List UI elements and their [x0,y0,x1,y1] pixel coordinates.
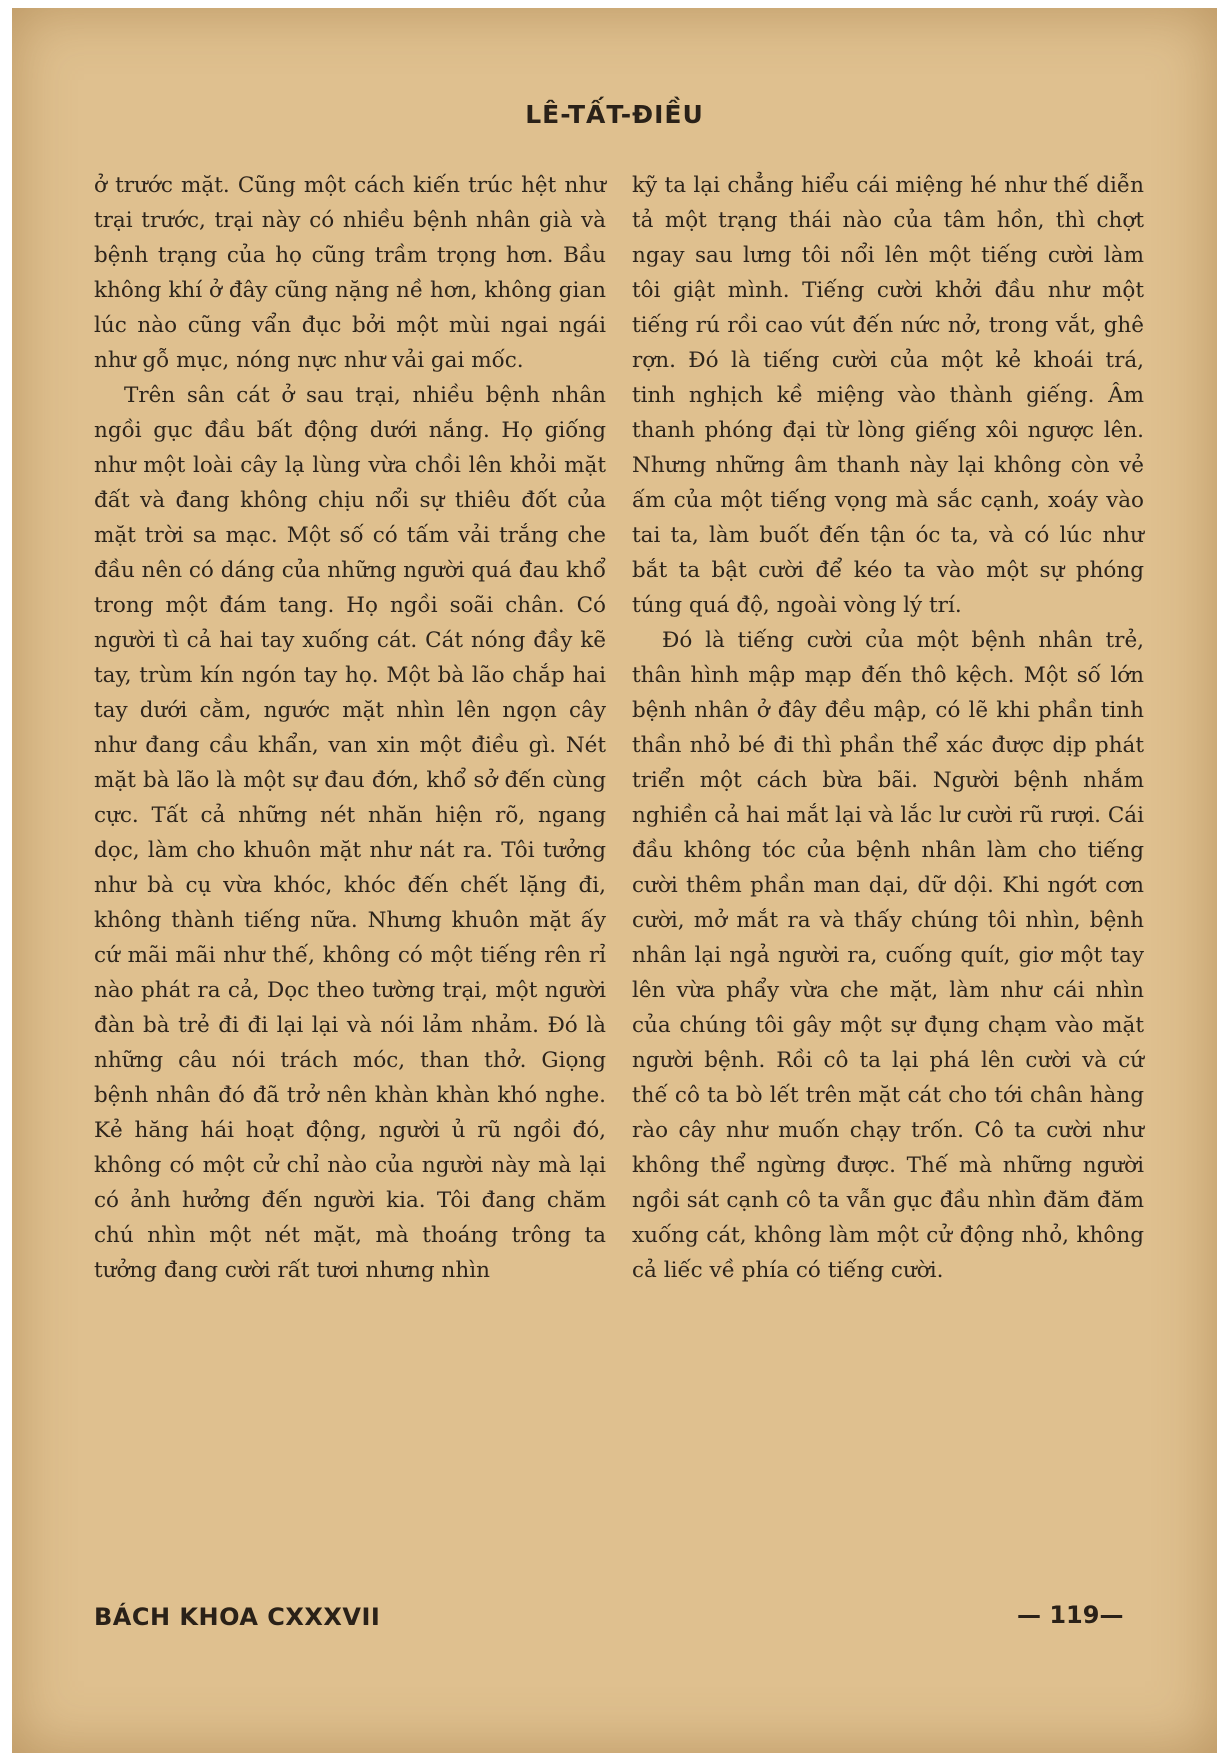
paragraph-left-2: Trên sân cát ở sau trại, nhiều bệnh nhân ngồi gục đầu bất động dưới nắng. Họ giống như một loài cây lạ lùng vừa chồi lên khỏi mặt đất và đang không chịu nổi sự thiêu đốt của mặt trời sa mạc. Một số có tấm vải trắng che đầu nên có dáng của những người quá đau khổ trong một đám tang. Họ ngồi soãi chân. Có người tì cả hai tay xuống cát. Cát nóng đầy kẽ tay, trùm kín ngón tay họ. Một bà lão chắp hai tay dưới cằm, ngước mặt nhìn lên ngọn cây như đang cầu khẩn, van xin một điều gì. Nét mặt bà lão là một sự đau đớn, khổ sở đến cùng cực. Tất cả những nét nhăn hiện rõ, ngang dọc, làm cho khuôn mặt như nát ra. Tôi tưởng như bà cụ vừa khóc, khóc đến chết lặng đi, không thành tiếng nữa. Nhưng khuôn mặt ấy cứ mãi mãi như thế, không có một tiếng rên rỉ nào phát ra cả, Dọc theo tường trại, một người đàn bà trẻ đi đi lại lại và nói lảm nhảm. Đó là những câu nói trách móc, than thở. Giọng bệnh nhân đó đã trở nên khàn khàn khó nghe. Kẻ hăng hái hoạt động, người ủ rũ ngồi đó, không có một cử chỉ nào của người này mà lại có ảnh hưởng đến người kia. Tôi đang chăm chú nhìn một nét mặt, mà thoáng trông ta tưởng đang cười rất tươi nhưng nhìn [94,383,606,1283]
footer-publication: BÁCH KHOA CXXXVII [94,1603,381,1631]
paragraph-left-1: ở trước mặt. Cũng một cách kiến trúc hệt như trại trước, trại này có nhiều bệnh nhân già và bệnh trạng của họ cũng trầm trọng hơn. Bầu không khí ở đây cũng nặng nề hơn, không gian lúc nào cũng vẩn đục bởi một mùi ngai ngái như gỗ mục, nóng nực như vải gai mốc. [94,173,606,373]
paragraph-right-2: Đó là tiếng cười của một bệnh nhân trẻ, thân hình mập mạp đến thô kệch. Một số lớn bệnh nhân ở đây đều mập, có lẽ khi phần tinh thần nhỏ bé đi thì phần thể xác được dịp phát triển một cách bừa bãi. Người bệnh nhắm nghiền cả hai mắt lại và lắc lư cười rũ rượi. Cái đầu không tóc của bệnh nhân làm cho tiếng cười thêm phần man dại, dữ dội. Khi ngớt cơn cười, mở mắt ra và thấy chúng tôi nhìn, bệnh nhân lại ngả người ra, cuống quít, giơ một tay lên vừa phẩy vừa che mặt, làm như cái nhìn của chúng tôi gây một sự đụng chạm vào mặt người bệnh. Rồi cô ta lại phá lên cười và cứ thế cô ta bò lết trên mặt cát cho tới chân hàng rào cây như muốn chạy trốn. Cô ta cười như không thể ngừng được. Thế mà những người ngồi sát cạnh cô ta vẫn gục đầu nhìn đăm đăm xuống cát, không làm một cử động nhỏ, không cả liếc về phía có tiếng cười. [632,628,1144,1283]
page-header-author: LÊ-TẤT-ĐIỀU [525,100,704,129]
footer-page-number: — 119— [1017,1601,1124,1629]
paragraph-right-1: kỹ ta lại chẳng hiểu cái miệng hé như thế diễn tả một trạng thái nào của tâm hồn, thì chợt ngay sau lưng tôi nổi lên một tiếng cười làm tôi giật mình. Tiếng cười khởi đầu như một tiếng rú rồi cao vút đến nức nở, trong vắt, ghê rợn. Đó là tiếng cười của một kẻ khoái trá, tinh nghịch kề miệng vào thành giếng. Âm thanh phóng đại từ lòng giếng xôi ngược lên. Nhưng những âm thanh này lại không còn vẻ ấm của một tiếng vọng mà sắc cạnh, xoáy vào tai ta, làm buốt đến tận óc ta, và có lúc như bắt ta bật cười để kéo ta vào một sự phóng túng quá độ, ngoài vòng lý trí. [632,173,1144,618]
page-sheet [12,8,1217,1753]
text-column-right [632,168,1144,1288]
text-column-left [94,168,606,1288]
